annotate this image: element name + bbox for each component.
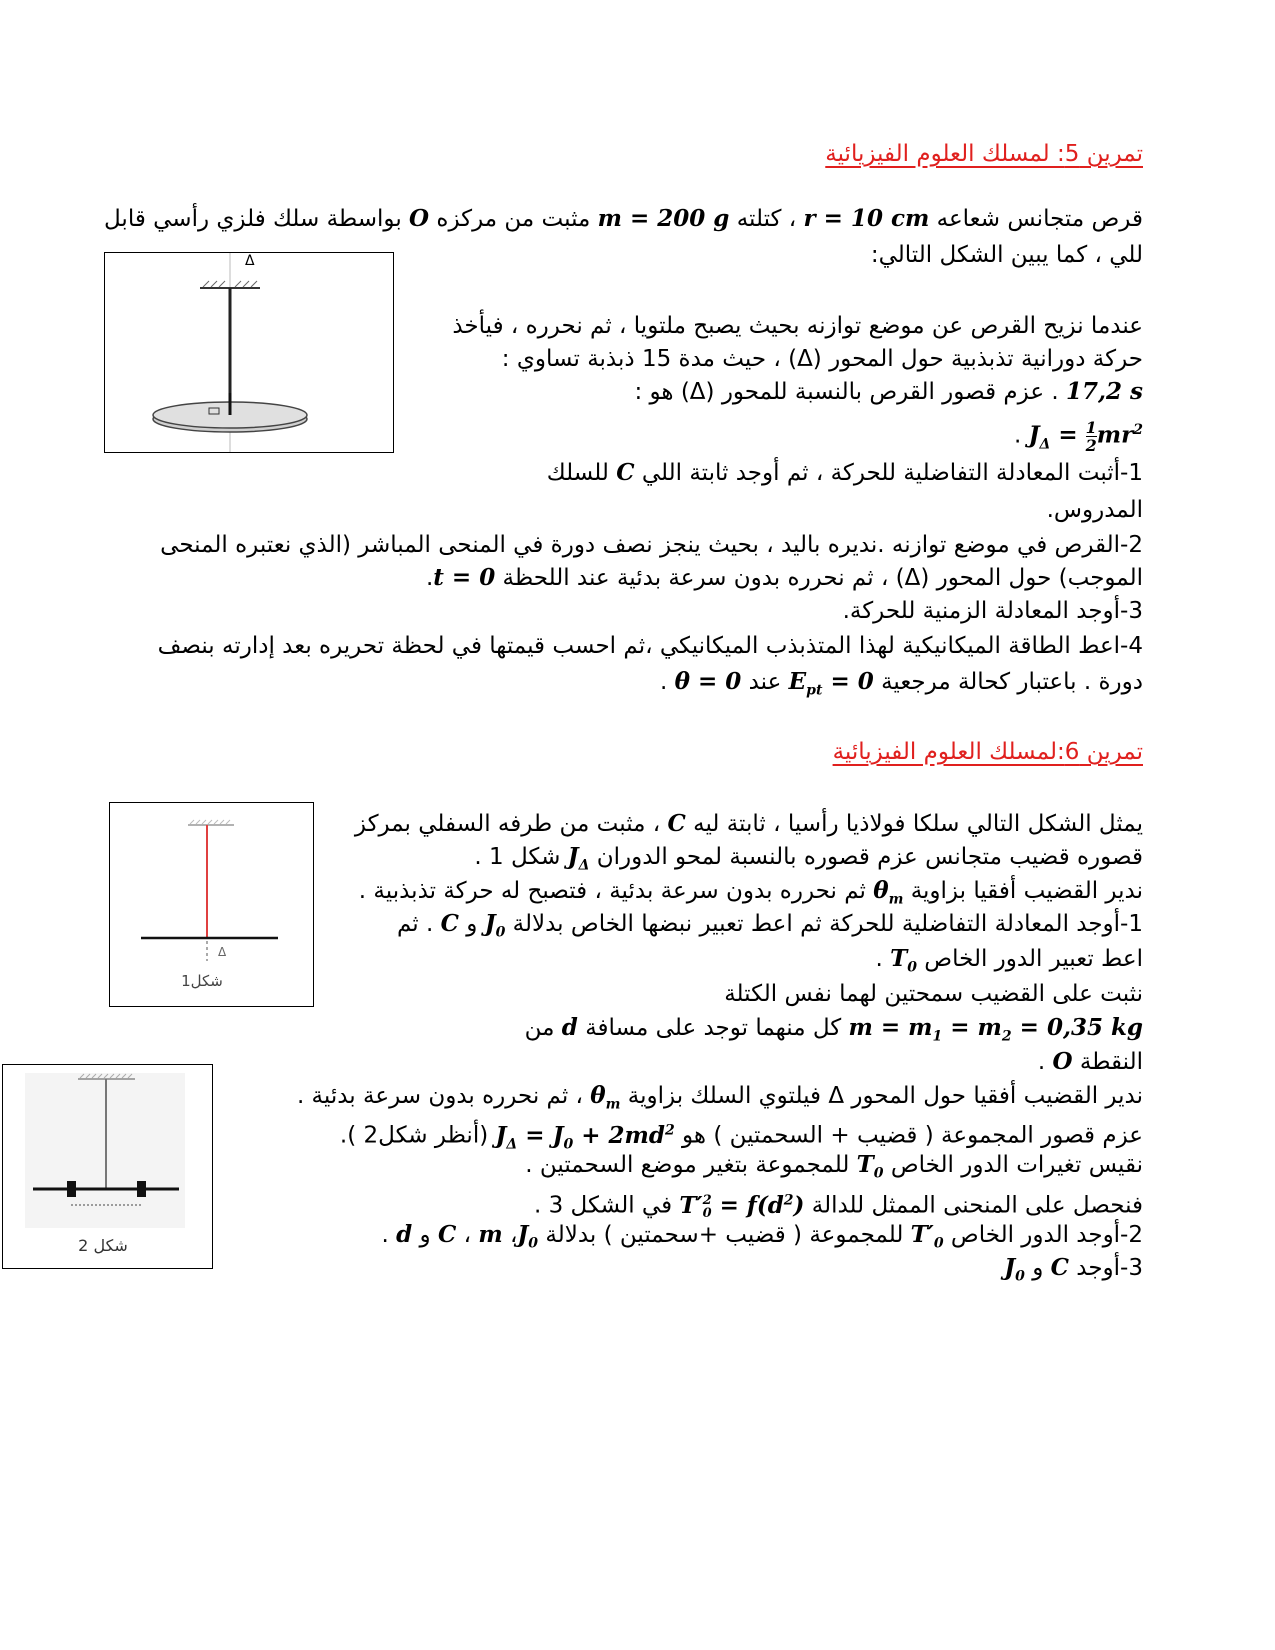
ex6-line-4: 1-أوجد المعادلة التفاضلية للحركة ثم اعط تعبير نبضها الخاص بدلالة $J_0$ و C . ثم — [396, 910, 1143, 941]
ex6-line-9: ندير القضيب أفقيا حول المحور Δ فيلتوي السلك بزاوية $\theta_m$ ، ثم نحرره بدون سرعة بدئية . — [296, 1082, 1143, 1113]
fig2-label: شكل 2 — [78, 1236, 128, 1255]
ex5-question-4b: دورة . باعتبار كحالة مرجعية $E_{pt} = 0$ عند θ = 0 . — [660, 668, 1143, 699]
torsion-pendulum-figure — [104, 252, 394, 453]
ex5-line-5: 17,2 s . عزم قصور القرص بالنسبة للمحور (Δ) هو : — [634, 378, 1143, 405]
ex6-line-10: عزم قصور المجموعة ( قضيب + السحمتين ) هو $J_\Delta = J_0 + 2md^2$ (أنظر شكل2 ). — [339, 1121, 1143, 1153]
ex6-line-1: يمثل الشكل التالي سلكا فولاذيا رأسيا ، ثابتة ليه C ، مثبت من طرفه السفلي بمركز — [354, 810, 1143, 837]
ex5-formula-inertia: $J_\Delta$ = $\frac{1}{2}$ $mr^2$ . — [1013, 418, 1143, 456]
ex6-question-2: 2-أوجد الدور الخاص $T'_0$ للمجموعة ( قضيب +سحمتين ) بدلالة $J_0،$ m ، C و d . — [381, 1221, 1143, 1252]
ex6-line-2: قصوره قضيب متجانس عزم قصوره بالنسبة لمحو الدوران $J_\Delta$ شكل 1 . — [474, 843, 1143, 874]
ex6-question-3: 3-أوجد C و $J_0$ — [1004, 1254, 1143, 1285]
ex6-line-8: النقطة O . — [1037, 1048, 1143, 1075]
ex5-question-2b: الموجب) حول المحور (Δ) ، ثم نحرره بدون سرعة بدئية عند اللحظة t = 0. — [425, 564, 1143, 591]
figure-1 — [109, 802, 314, 1007]
fig1-label: شكل1 — [181, 972, 223, 990]
ex6-line-3: ندير القضيب أفقيا بزاوية $\theta_m$ ثم نحرره بدون سرعة بدئية ، فتصبح له حركة تذبذبية . — [358, 877, 1143, 908]
exercise-6-title: تمرين 6:لمسلك العلوم الفيزيائية — [832, 739, 1143, 765]
ex5-line-3: عندما نزيح القرص عن موضع توازنه بحيث يصبح ملتويا ، ثم نحرره ، فيأخذ — [452, 313, 1143, 339]
ex6-line-11: نقيس تغيرات الدور الخاص $T_0$ للمجموعة بتغير موضع السحمتين . — [525, 1151, 1143, 1182]
ex5-question-4a: 4-اعط الطاقة الميكانيكية لهذا المتذبذب الميكانيكي ،ثم احسب قيمتها في لحظة تحريره بعد إدارته بنصف — [157, 633, 1143, 659]
ex6-line-5: اعط تعبير الدور الخاص $T_0$ . — [875, 945, 1143, 976]
ex5-question-1a: 1-أثبت المعادلة التفاضلية للحركة ، ثم أوجد ثابتة اللي C للسلك — [546, 459, 1143, 486]
ex6-line-7: $m = m_1 = m_2 = 0,35$ kg كل منهما توجد على مسافة d من — [524, 1014, 1143, 1045]
ex5-line-4: حركة دورانية تذبذبية حول المحور (Δ) ، حيث مدة 15 ذبذبة تساوي : — [501, 346, 1143, 372]
ex5-line-2: للي ، كما يبين الشكل التالي: — [870, 242, 1143, 268]
exercise-5-title: تمرين 5: لمسلك العلوم الفيزيائية — [825, 141, 1143, 167]
ex5-question-2a: 2-القرص في موضع توازنه .نديره باليد ، بحيث ينجز نصف دورة في المنحى المباشر (الذي نعتبره المنحى — [160, 532, 1143, 558]
figure-2 — [2, 1064, 213, 1269]
fig1-delta: Δ — [218, 945, 227, 959]
ex5-question-1b: المدروس. — [1046, 497, 1143, 523]
ex5-line-1: قرص متجانس شعاعه r = 10 cm ، كتلته m = 200 g مثبت من مركزه O بواسطة سلك فلزي رأسي قابل — [104, 205, 1143, 232]
ex6-line-6: نثبت على القضيب سمحتين لهما نفس الكتلة — [724, 981, 1143, 1007]
ex6-line-12: فنحصل على المنحنى الممثل للدالة T′ 2 0 = $f(d^2)$ في الشكل 3 . — [533, 1191, 1143, 1221]
delta-label: Δ — [245, 253, 255, 269]
ex5-question-3: 3-أوجد المعادلة الزمنية للحركة. — [842, 598, 1143, 624]
